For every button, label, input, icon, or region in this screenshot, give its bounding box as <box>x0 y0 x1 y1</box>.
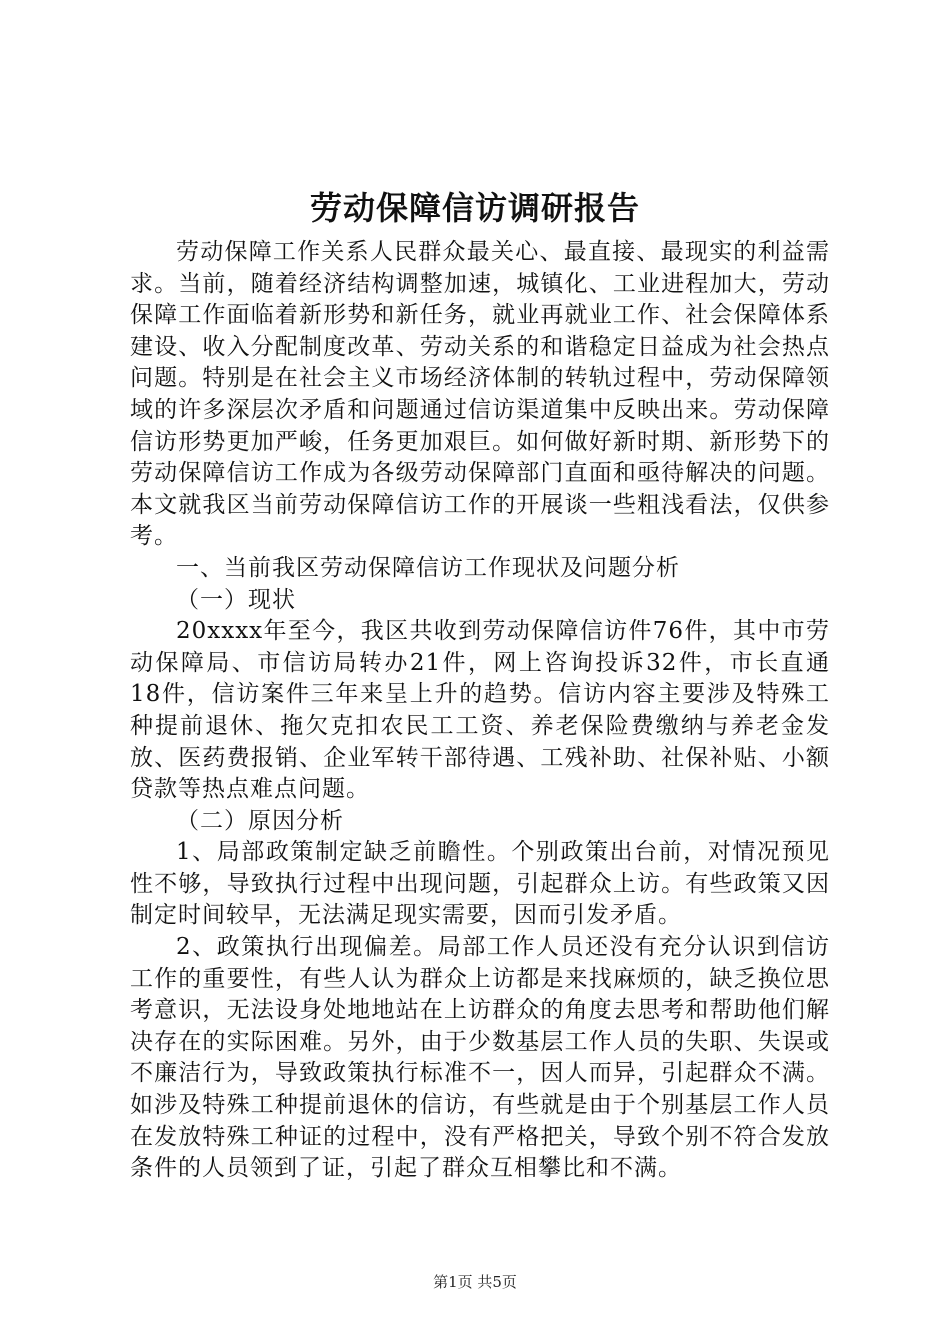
section-heading-1: 一、当前我区劳动保障信访工作现状及问题分析 <box>176 554 680 581</box>
document-title: 劳动保障信访调研报告 <box>309 189 640 227</box>
document-body <box>130 237 854 1185</box>
page-footer: 第1页 共5页 <box>433 1273 517 1291</box>
intro-paragraph: 劳动保障工作关系人民群众最关心、最直接、最现实的利益需求。当前，随着经济结构调整加速，城镇化、工业进程加大，劳动保障工作面临着新形势和新任务，就业再就业工作、社会保障体系建设、收入分配制度改革、劳动关系的和谐稳定日益成为社会热点问题。特别是在社会主义市场经济体制的转轨过程中，劳动保障领域的许多深层次矛盾和问题通过信访渠道集中反映出来。劳动保障信访形势更加严峻，任务更加艰巨。如何做好新时期、新形势下的劳动保障信访工作成为各级劳动保障部门直面和亟待解决的问题。本文就我区当前劳动保障信访工作的开展谈一些粗浅看法，仅供参考。 <box>130 239 830 550</box>
status-paragraph: 20xxxx年至今，我区共收到劳动保障信访件76件，其中市劳动保障局、市信访局转办21件，网上咨询投诉32件，市长直通 18件，信访案件三年来呈上升的趋势。信访内容主要涉及特殊工种提前退休、拖欠克扣农民工工资、养老保险费缴纳与养老金发放、医药费报销、企业军转干部待遇、工残补助、社保补贴、小额贷款等热点难点问题。 <box>130 618 854 803</box>
subsection-heading-causes: （二）原因分析 <box>176 807 344 834</box>
cause-paragraph-2: 2、政策执行出现偏差。局部工作人员还没有充分认识到信访工作的重要性，有些人认为群众上访都是来找麻烦的，缺乏换位思考意识，无法设身处地地站在上访群众的角度去思考和帮助他们解决存在的实际困难。另外，由于少数基层工作人员的失职、失误或不廉洁行为，导致政策执行标准不一，因人而异，引起群众不满。如涉及特殊工种提前退休的信访，有些就是由于个别基层工作人员在发放特殊工种证的过程中，没有严格把关，导致个别不符合发放条件的人员领到了证，引起了群众互相攀比和不满。 <box>130 934 830 1182</box>
subsection-heading-status: （一）现状 <box>176 586 296 613</box>
cause-paragraph-1: 1、局部政策制定缺乏前瞻性。个别政策出台前，对情况预见性不够，导致执行过程中出现问题，引起群众上访。有些政策又因制定时间较早，无法满足现实需要，因而引发矛盾。 <box>130 839 830 929</box>
